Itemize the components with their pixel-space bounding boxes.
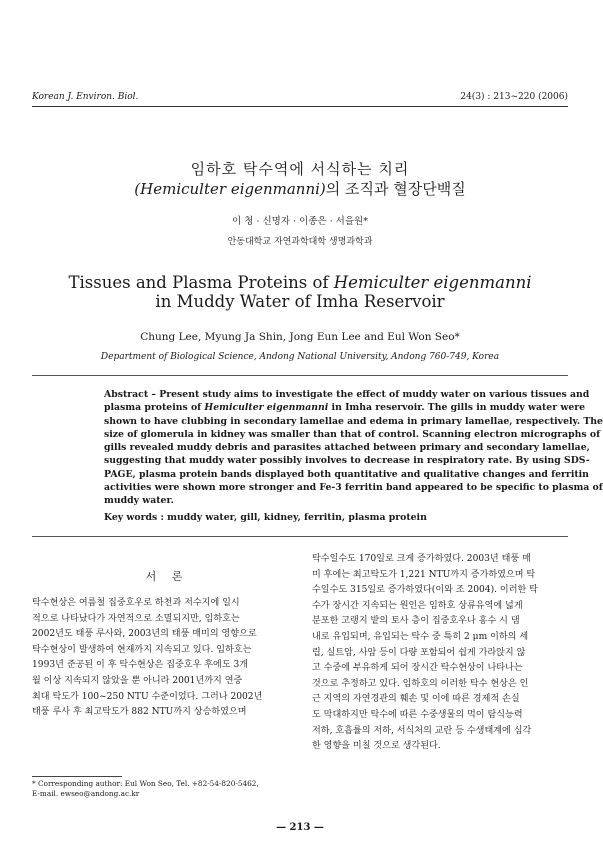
abstract-line: shown to have clubbing in secondary lamellae and edema in primary lamellae, respectively. The [104,415,603,427]
abstract-line: suggesting that muddy water possibly involves to decrease in respiratory rate. By using SDS- [104,455,590,467]
footnote-line: E-mail. ewseo@andong.ac.kr [32,789,140,798]
running-header [32,92,568,106]
body-line: 탁수현상이 발생하여 현재까지 지속되고 있다. 임하호는 [32,644,252,655]
body-line: 적으로 나타났다가 자연적으로 소멸되지만, 임하호는 [32,613,240,624]
journal-name: Korean J. Environ. Biol. [32,92,139,102]
body-line: 한 영향을 미칠 것으로 생각된다. [312,741,441,752]
body-line: 립, 실트암, 사암 등이 다량 포함되어 쉽게 가라앉지 않 [312,647,526,658]
abstract-line: gills revealed muddy debris and parasites attached between primary and secondary lamellae, [104,442,590,454]
body-line: 것으로 추정하고 있다. 임하호의 이러한 탁수 현상은 인 [312,678,529,689]
body-line: 저하, 호흡률의 저하, 서식처의 교란 등 수생태계에 심각 [312,725,532,736]
right-column [312,552,574,755]
body-line: 도 막대하지만 탁수에 따른 수중생물의 먹이 탐식능력 [312,709,523,720]
body-line: 수가 장시간 지속되는 원인은 임하호 상류유역에 넓게 [312,600,523,611]
abstract [104,388,603,508]
keywords: Key words : muddy water, gill, kidney, ferritin, plasma protein [104,512,427,523]
abstract-line: activities were shown more stronger and Fe-3 ferritin band appeared to be specific to plasma of [104,482,603,494]
body-line: 탁수일수도 170일로 크게 증가하였다. 2003년 태풍 매 [312,554,531,564]
abstract-line: Abstract – Present study aims to investigate the effect of muddy water on various tissues and [104,389,590,400]
body-line: 태풍 루사 후 최고탁도가 882 NTU까지 상승하였으며 [32,707,247,718]
body-line: 최대 탁도가 100~250 NTU 수준이었다. 그러나 2002년 [32,691,263,702]
body-line: 월 이상 지속되지 않았을 뿐 아니라 2001년까지 연중 [32,675,243,686]
korean-title-line1: 임하호 탁수역에 서식하는 치리 [190,160,410,178]
volume-pages: 24(3) : 213~220 (2006) [460,92,568,102]
body-line: 근 지역의 자연경관의 훼손 및 이에 따른 경제적 손실 [312,694,520,705]
body-line: 내로 유입되며, 유입되는 탁수 중 특히 2 μm 이하의 세 [312,631,529,642]
footnote-rule [32,776,122,777]
korean-affiliation: 안동대학교 자연과학대학 생명과학과 [227,237,373,247]
left-column [32,596,302,721]
abstract-line: plasma proteins of Hemiculter eigenmanni in Imha reservoir. The gills in muddy water were [104,402,586,414]
keywords-bottom-rule [32,536,568,537]
english-affiliation: Department of Biological Science, Andong National University, Andong 760-749, Korea [100,352,500,362]
body-line: 수일수도 315일로 증가하였다(이와 조 2004). 이러한 탁 [312,585,538,596]
abstract-line: PAGE, plasma protein bands displayed both quantitative and qualitative changes and ferritin [104,468,589,480]
abstract-top-rule [32,375,568,376]
body-line: 탁수현상은 여름철 집중호우로 하천과 저수지에 일시 [32,598,240,608]
section-title-introduction: 서 론 [145,570,189,583]
english-authors: Chung Lee, Myung Ja Shin, Jong Eun Lee and Eul Won Seo* [140,331,460,343]
page-number: — 213 — [276,822,324,833]
body-line: 2002년도 태풍 루사와, 2003년의 태풍 매미의 영향으로 [32,629,257,640]
footnote-line: * Corresponding author: Eul Won Seo, Tel. +82-54-820-5462, [32,779,259,788]
header-rule [32,106,568,107]
abstract-line: size of glomerula in kidney was smaller than that of control. Scanning electron micrographs of [104,428,601,440]
body-line: 고 수중에 부유하게 되어 장시간 탁수현상이 나타나는 [312,663,523,674]
body-line: 분포한 고랭지 밭의 토사 층이 집중호우나 홍수 시 댐 [312,616,520,627]
footnote [32,779,302,799]
english-title-line1: Tissues and Plasma Proteins of Hemiculter eigenmanni [68,273,532,292]
korean-title-line2: (Hemiculter eigenmanni)의 조직과 혈장단백질 [134,180,466,198]
abstract-line: muddy water. [104,495,174,507]
korean-authors: 이 청 · 신명자 · 이종은 · 서을원* [232,216,368,227]
body-line: 미 후에는 최고탁도가 1,221 NTU까지 증가하였으며 탁 [312,569,536,580]
body-line: 1993년 준공된 이 후 탁수현상은 집중호우 후에도 3개 [32,660,249,671]
english-title-line2: in Muddy Water of Imha Reservoir [155,292,445,311]
